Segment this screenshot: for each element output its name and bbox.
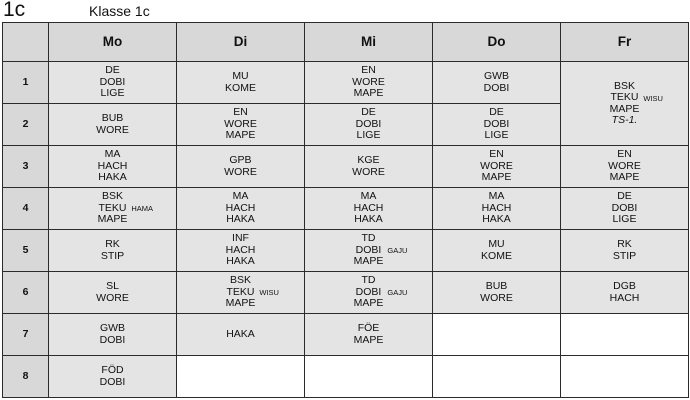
teacher-code: WORE <box>608 159 641 172</box>
teacher-code: WORE <box>96 291 129 304</box>
room-code: WISU <box>259 288 279 298</box>
subject-code: BUB <box>101 112 124 124</box>
teacher-code: MAPE <box>353 255 384 268</box>
subject-code: GWB <box>99 322 126 334</box>
teacher-code: KOME <box>225 81 256 94</box>
subject-code: INF <box>232 232 249 245</box>
teacher-code: WORE <box>480 159 513 172</box>
period-label: 7 <box>3 314 49 356</box>
period-row-6 <box>3 272 689 314</box>
day-header-do: Do <box>433 23 561 62</box>
subject-code: HAKA <box>226 327 255 340</box>
teacher-code: WORE <box>96 123 129 136</box>
day-header-mo: Mo <box>49 23 177 62</box>
period-row-1 <box>3 62 689 104</box>
teacher-code: DOBI <box>483 81 510 94</box>
lesson-entries <box>608 149 641 184</box>
lesson-cell <box>305 104 433 146</box>
teacher-code: HAKA <box>98 171 127 184</box>
subject-code: GWB <box>483 70 510 82</box>
lesson-cell <box>177 104 305 146</box>
teacher-code: KOME <box>481 249 512 262</box>
subject-code: BSK <box>101 190 123 203</box>
teacher-code: HACH <box>481 201 512 214</box>
teacher-code: HAKA <box>482 213 511 226</box>
lesson-entries <box>481 239 512 262</box>
lesson-entries <box>613 239 636 262</box>
subject-code: BSK <box>613 79 635 92</box>
timetable <box>2 22 689 398</box>
lesson-cell <box>49 188 177 230</box>
lesson-cell <box>433 230 561 272</box>
lesson-cell <box>49 272 177 314</box>
teacher-code: TEKU <box>226 285 255 298</box>
period-label: 5 <box>3 230 49 272</box>
teacher-code: DOBI <box>355 243 382 256</box>
lesson-cell <box>561 146 689 188</box>
period-row-7 <box>3 314 689 356</box>
period-label: 1 <box>3 62 49 104</box>
lesson-cell <box>561 62 689 146</box>
teacher-code: HAKA <box>226 213 255 226</box>
class-title: Klasse 1c <box>89 3 150 19</box>
lesson-cell <box>49 314 177 356</box>
lesson-entries <box>354 191 384 226</box>
teacher-code: TEKU <box>98 201 127 214</box>
subject-code: BUB <box>485 280 508 292</box>
teacher-code: MAPE <box>225 297 256 310</box>
subject-code: DE <box>361 106 376 119</box>
teacher-code: LIGE <box>484 129 509 142</box>
lesson-entries <box>482 191 512 226</box>
teacher-code: DOBI <box>355 117 382 130</box>
lesson-cell <box>561 188 689 230</box>
subject-code: EN <box>489 148 504 161</box>
subject-code: DE <box>105 64 120 77</box>
lesson-cell <box>49 230 177 272</box>
subject-code: FÖD <box>101 364 124 376</box>
class-code: 1c <box>3 0 26 21</box>
teacher-code: MAPE <box>481 171 512 184</box>
empty-cell <box>305 356 433 398</box>
subject-code: TD <box>361 232 376 245</box>
room-code: HAMA <box>131 204 154 214</box>
room-code: GAJU <box>387 246 408 256</box>
lesson-entries <box>101 239 124 262</box>
lesson-entries <box>96 113 129 136</box>
lesson-entries <box>354 323 384 346</box>
teacher-code: WORE <box>224 165 257 178</box>
subject-code: MA <box>360 190 377 203</box>
lesson-cell <box>305 188 433 230</box>
lesson-cell <box>49 356 177 398</box>
room-code: GAJU <box>387 288 408 298</box>
empty-cell <box>433 314 561 356</box>
lesson-cell <box>433 272 561 314</box>
teacher-code: DOBI <box>611 201 638 214</box>
empty-cell <box>433 356 561 398</box>
lesson-entries <box>484 71 510 94</box>
lesson-cell <box>561 272 689 314</box>
subject-code: FÖE <box>357 322 380 334</box>
lesson-cell <box>177 62 305 104</box>
room-code: WISU <box>643 93 663 103</box>
period-label: 8 <box>3 356 49 398</box>
lesson-entries <box>224 107 257 142</box>
lesson-entries <box>98 149 128 184</box>
lesson-cell <box>177 146 305 188</box>
lesson-cell <box>433 146 561 188</box>
teacher-code: LIGE <box>356 129 381 142</box>
teacher-code: DOBI <box>99 333 126 346</box>
subject-code: MU <box>488 238 505 250</box>
lesson-entries <box>96 281 129 304</box>
teacher-code: DOBI <box>99 375 126 388</box>
empty-cell <box>561 314 689 356</box>
lesson-cell <box>177 314 305 356</box>
subject-code: KGE <box>357 154 380 166</box>
lesson-entries <box>100 323 126 346</box>
lesson-cell <box>177 188 305 230</box>
teacher-code: HACH <box>353 201 384 214</box>
subject-code: MU <box>232 70 249 82</box>
lesson-cell <box>177 230 305 272</box>
subject-code: TD <box>361 274 376 287</box>
corner-cell <box>3 23 49 62</box>
lesson-entries <box>353 274 408 310</box>
lesson-entries <box>356 107 382 142</box>
teacher-code: HACH <box>609 291 640 304</box>
lesson-entries <box>480 281 513 304</box>
lesson-entries <box>352 65 385 100</box>
period-row-5 <box>3 230 689 272</box>
subject-code: EN <box>617 148 632 161</box>
teacher-code: TEKU <box>610 91 639 103</box>
day-header-di: Di <box>177 23 305 62</box>
lesson-cell <box>433 62 561 104</box>
teacher-code: DOBI <box>355 285 382 298</box>
day-header-fr: Fr <box>561 23 689 62</box>
teacher-code: LIGE <box>612 213 637 226</box>
subject-code: DE <box>489 106 504 119</box>
lesson-entries <box>225 71 256 94</box>
lesson-entries <box>226 233 256 268</box>
subject-code: RK <box>105 238 120 250</box>
period-label: 6 <box>3 272 49 314</box>
teacher-code: MAPE <box>609 171 640 184</box>
subject-code: MA <box>488 190 505 203</box>
lesson-cell <box>49 62 177 104</box>
lesson-entries <box>353 232 408 268</box>
lesson-entries <box>352 155 385 178</box>
lesson-cell <box>305 62 433 104</box>
lesson-entries <box>609 79 663 127</box>
teacher-code: HACH <box>225 243 256 256</box>
period-row-4 <box>3 188 689 230</box>
lesson-entries <box>610 281 640 304</box>
teacher-code: WORE <box>224 117 257 130</box>
lesson-entries <box>225 274 279 310</box>
lesson-cell <box>49 146 177 188</box>
teacher-code: HAKA <box>354 213 383 226</box>
day-header-row <box>3 23 689 62</box>
lesson-cell <box>177 272 305 314</box>
empty-cell <box>177 356 305 398</box>
lesson-entries <box>226 329 255 341</box>
teacher-code: MAPE <box>97 213 128 226</box>
teacher-code: HAKA <box>226 255 255 268</box>
lesson-cell <box>305 146 433 188</box>
empty-cell <box>561 356 689 398</box>
subject-code: GPB <box>229 154 252 166</box>
teacher-code: WORE <box>352 165 385 178</box>
subject-code: DE <box>617 190 632 203</box>
period-label: 3 <box>3 146 49 188</box>
lesson-entries <box>226 191 256 226</box>
lesson-cell <box>305 314 433 356</box>
teacher-code: WORE <box>480 291 513 304</box>
teacher-code: MAPE <box>225 129 256 142</box>
lesson-entries <box>100 365 126 388</box>
lesson-entries <box>97 190 154 226</box>
subject-code: SL <box>106 280 119 292</box>
teacher-code: MAPE <box>353 333 384 346</box>
lesson-entries <box>224 155 257 178</box>
lesson-cell <box>305 230 433 272</box>
lesson-entries <box>612 191 638 226</box>
day-header-mi: Mi <box>305 23 433 62</box>
teacher-code: STIP <box>612 249 637 262</box>
teacher-code: TS-1. <box>611 114 638 126</box>
subject-code: BSK <box>229 274 251 287</box>
teacher-code: HACH <box>225 201 256 214</box>
subject-code: EN <box>233 106 248 119</box>
teacher-code: WORE <box>352 75 385 88</box>
teacher-code: HACH <box>97 159 128 172</box>
teacher-code: MAPE <box>609 102 640 115</box>
teacher-code: LIGE <box>100 87 125 100</box>
period-row-8 <box>3 356 689 398</box>
lesson-entries <box>480 149 513 184</box>
lesson-cell <box>49 104 177 146</box>
subject-code: MA <box>232 190 249 203</box>
period-label: 4 <box>3 188 49 230</box>
teacher-code: DOBI <box>99 75 126 88</box>
lesson-entries <box>484 107 510 142</box>
teacher-code: MAPE <box>353 297 384 310</box>
lesson-entries <box>100 65 126 100</box>
subject-code: EN <box>361 64 376 77</box>
period-row-3 <box>3 146 689 188</box>
subject-code: RK <box>617 238 632 250</box>
teacher-code: STIP <box>100 249 125 262</box>
lesson-cell <box>305 272 433 314</box>
subject-code: DGB <box>613 280 636 292</box>
teacher-code: MAPE <box>353 87 384 100</box>
subject-code: MA <box>104 148 121 161</box>
teacher-code: DOBI <box>483 117 510 130</box>
lesson-cell <box>561 230 689 272</box>
period-label: 2 <box>3 104 49 146</box>
lesson-cell <box>433 188 561 230</box>
lesson-cell <box>433 104 561 146</box>
